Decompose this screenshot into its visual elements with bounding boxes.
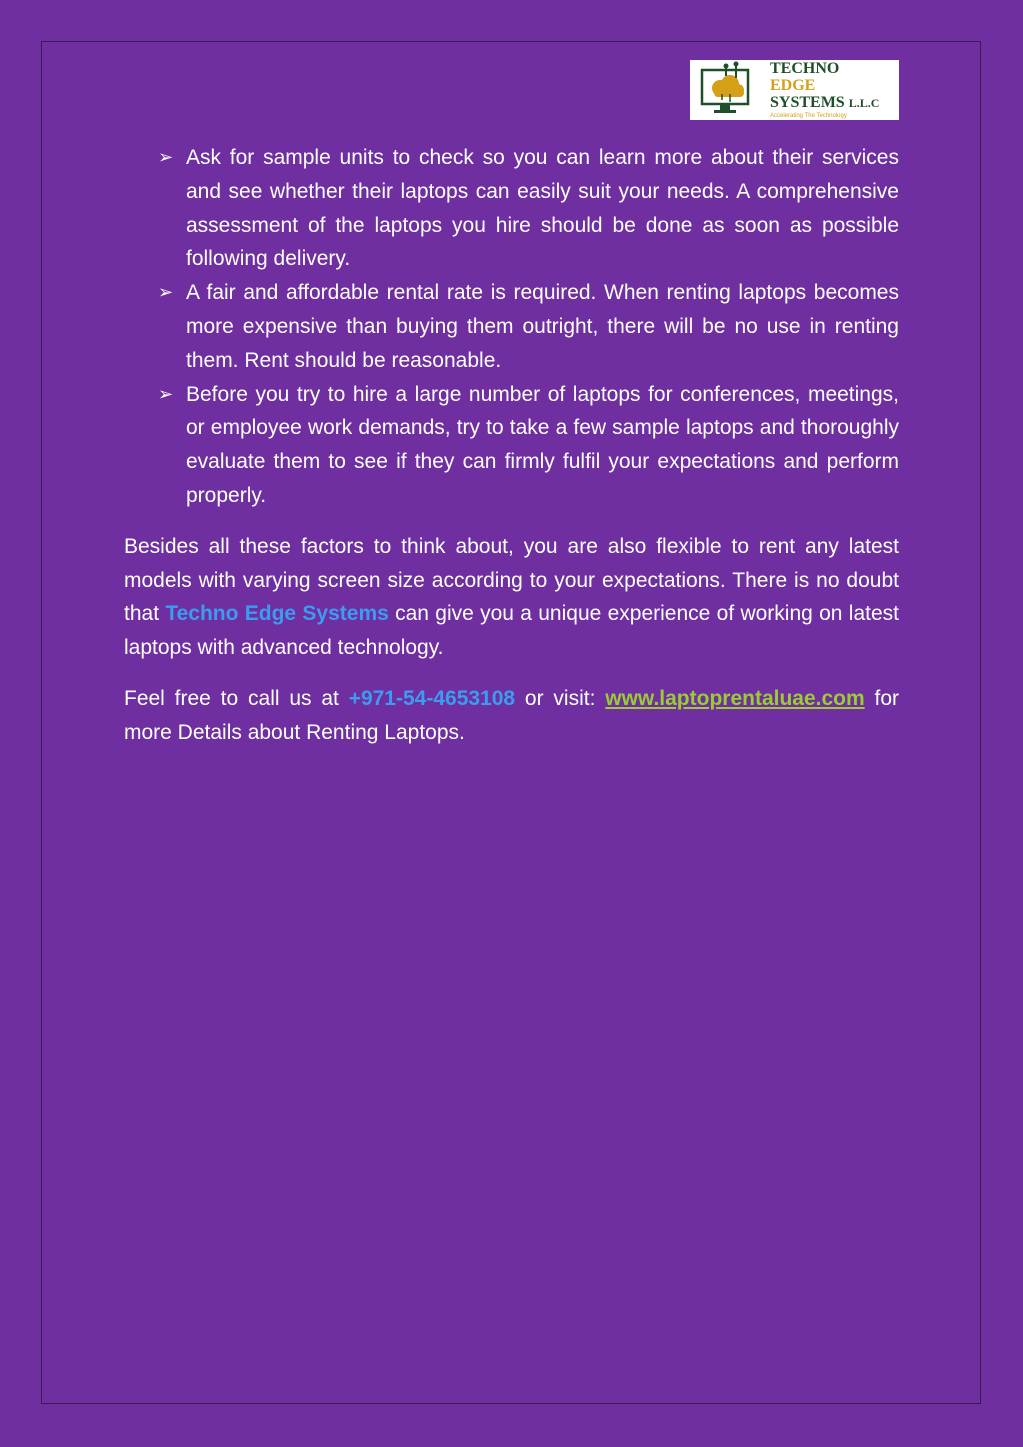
phone-number: +971-54-4653108	[348, 686, 516, 710]
bullet-text: A fair and affordable rental rate is required. When renting laptops becomes more expensive than buying them outright, there will be no use in renting them. Rent should be reasonable.	[186, 281, 899, 372]
company-logo	[690, 60, 899, 120]
contact-text-middle: or visit:	[515, 686, 606, 710]
logo-line-edge: EDGE	[770, 77, 816, 94]
logo-systems: SYSTEMS	[770, 94, 845, 111]
website-link[interactable]: www.laptoprentaluae.com	[605, 686, 865, 710]
brand-name: Techno Edge Systems	[165, 602, 389, 626]
bullet-list	[124, 141, 899, 513]
logo-tagline: Accelerating The Technology	[770, 113, 847, 119]
bullet-item	[124, 141, 899, 276]
logo-line-techno: TECHNO	[770, 60, 840, 77]
summary-text-before: Besides all these factors to think about, you are also flexible to rent any latest models with varying screen size according to your expectations. There is no doubt that	[124, 534, 899, 626]
bullet-text: Ask for sample units to check so you can learn more about their services and see whether their laptops can easily suit your needs. A comprehensive assessment of the laptops you hire should be done as soon as possible following delivery.	[186, 146, 899, 271]
arrow-bullet-icon: ➢	[158, 147, 174, 167]
contact-paragraph	[124, 682, 899, 750]
arrow-bullet-icon: ➢	[158, 383, 174, 404]
arrow-bullet-icon: ➢	[158, 282, 174, 303]
document-body	[124, 141, 899, 750]
summary-text-after: can give you a unique experience of working on latest laptops with advanced technology.	[124, 602, 899, 660]
summary-paragraph	[124, 530, 899, 665]
contact-text-before: Feel free to call us at	[124, 686, 349, 710]
contact-text-after: for more Details about Renting Laptops.	[124, 686, 899, 744]
logo-llc: L.L.C	[848, 96, 880, 110]
logo-wordmark	[762, 60, 879, 120]
cloud-monitor-icon	[690, 60, 762, 120]
logo-line-systems	[770, 94, 879, 112]
bullet-text: Before you try to hire a large number of laptops for conferences, meetings, or employee work demands, try to take a few sample laptops and thoroughly evaluate them to see if they can firmly fulfil your expectations and perform properly.	[186, 382, 899, 507]
bullet-item	[124, 378, 899, 513]
bullet-item	[124, 276, 899, 377]
